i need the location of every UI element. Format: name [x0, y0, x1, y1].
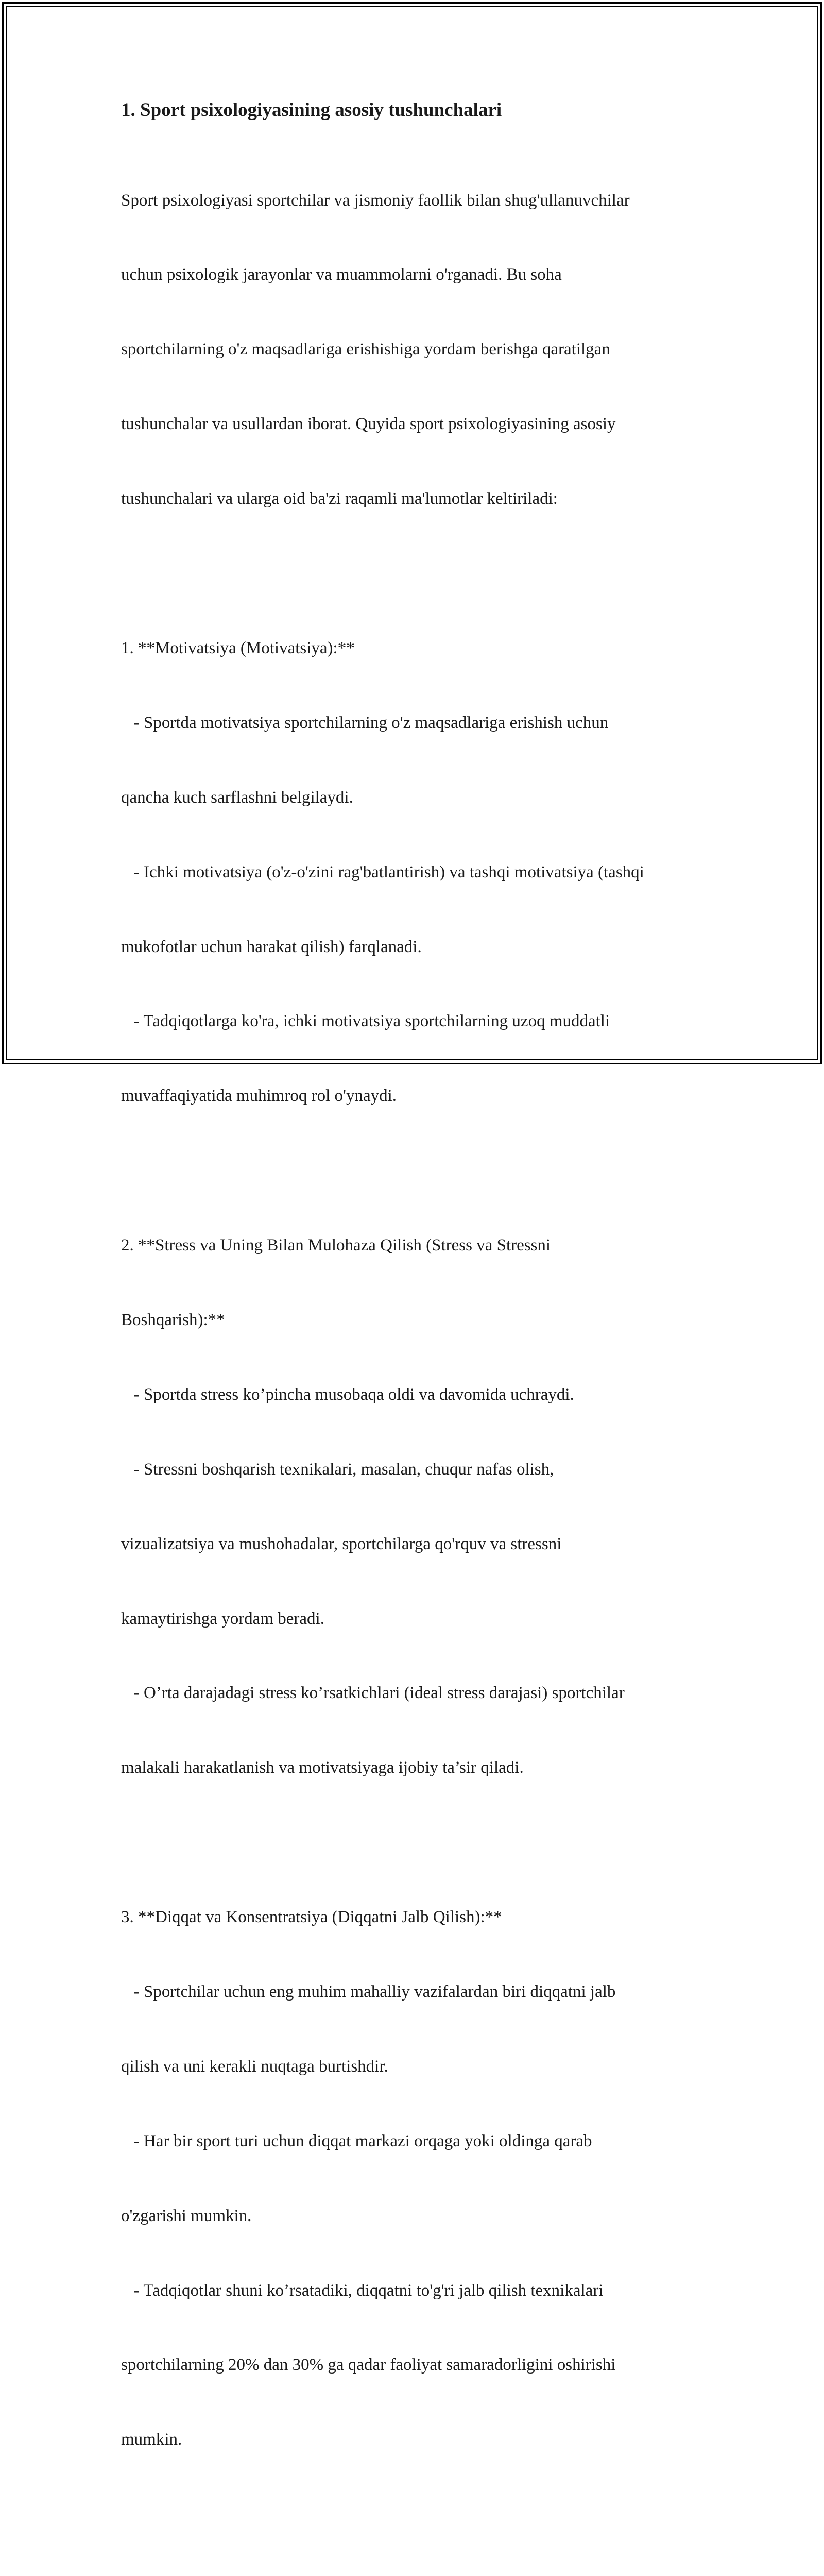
text-line: - Stressni boshqarish texnikalari, masalan, chuqur nafas olish, — [121, 1460, 554, 1479]
blank-line — [121, 561, 718, 586]
text-line: malakali harakatlanish va motivatsiyaga ijobiy ta’sir qiladi. — [121, 1758, 524, 1777]
text-line: - Sportda stress ko’pincha musobaqa oldi va davomida uchraydi. — [121, 1385, 574, 1404]
text-line: - Sportchilar uchun eng muhim mahalliy vazifalardan biri diqqatni jalb — [121, 1982, 616, 2001]
text-line: vizualizatsiya va mushohadalar, sportchilarga qo'rquv va stressni — [121, 1534, 562, 1553]
text-line: mukofotlar uchun harakat qilish) farqlanadi. — [121, 937, 422, 956]
text-line: uchun psixologik jarayonlar va muammolarni o'rganadi. Bu soha — [121, 265, 562, 284]
text-line: - Tadqiqotlarga ko'ra, ichki motivatsiya sportchilarning uzoq muddatli — [121, 1012, 610, 1031]
blank-line — [121, 2502, 718, 2527]
text-line: sportchilarning o'z maqsadlariga erishishiga yordam berishga qaratilgan — [121, 340, 610, 359]
text-line: qancha kuch sarflashni belgilaydi. — [121, 788, 353, 807]
text-line: muvaffaqiyatida muhimroq rol o'ynaydi. — [121, 1087, 397, 1106]
text-line: - O’rta darajadagi stress ko’rsatkichlari (ideal stress darajasi) sportchilar — [121, 1684, 625, 1703]
text-line: - Sportda motivatsiya sportchilarning o'z maqsadlariga erishish uchun — [121, 713, 609, 732]
text-line: - Tadqiqotlar shuni ko’rsatadiki, diqqatni to'g'ri jalb qilish texnikalari — [121, 2281, 604, 2300]
text-line: 1. **Motivatsiya (Motivatsiya):** — [121, 638, 355, 657]
document-page — [121, 97, 718, 2576]
text-line: 3. **Diqqat va Konsentratsiya (Diqqatni Jalb Qilish):** — [121, 1908, 502, 1927]
blank-line — [121, 1830, 718, 1855]
document-title: 1. Sport psixologiyasining asosiy tushunchalari — [121, 99, 502, 121]
text-line: sportchilarning 20% dan 30% ga qadar faoliyat samaradorligini oshirishi — [121, 2355, 616, 2375]
text-line: o'zgarishi mumkin. — [121, 2206, 252, 2225]
text-line: Sport psixologiyasi sportchilar va jismoniy faollik bilan shug'ullanuvchilar — [121, 191, 630, 210]
document-body — [121, 138, 718, 2576]
text-line: tushunchalari va ularga oid ba'zi raqamli ma'lumotlar keltiriladi: — [121, 489, 558, 509]
text-line: mumkin. — [121, 2430, 182, 2449]
text-line: - Ichki motivatsiya (o'z-o'zini rag'batlantirish) va tashqi motivatsiya (tashqi — [121, 862, 644, 882]
text-line: tushunchalar va usullardan iborat. Quyida sport psixologiyasining asosiy — [121, 415, 616, 434]
text-line: - Har bir sport turi uchun diqqat markazi orqaga yoki oldinga qarab — [121, 2131, 592, 2150]
text-line: qilish va uni kerakli nuqtaga burtishdir. — [121, 2057, 388, 2076]
text-line: kamaytirishga yordam beradi. — [121, 1609, 324, 1628]
blank-line — [121, 1158, 718, 1183]
text-line: 2. **Stress va Uning Bilan Mulohaza Qilish (Stress va Stressni — [121, 1236, 551, 1255]
text-line: Boshqarish):** — [121, 1310, 225, 1329]
